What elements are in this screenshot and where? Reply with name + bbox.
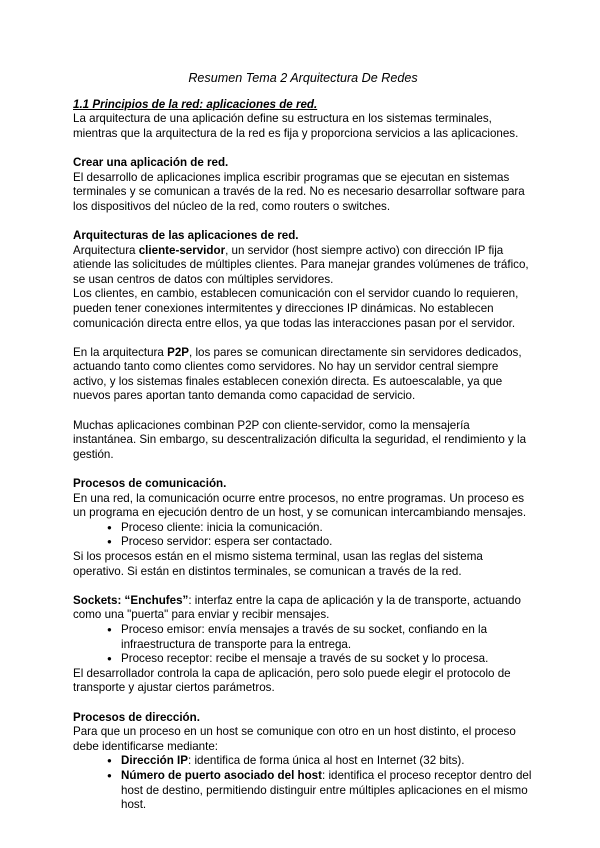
section-heading-crear-aplicacion: Crear una aplicación de red. (73, 155, 229, 169)
paragraph (73, 244, 533, 288)
paragraph (73, 346, 533, 404)
text-run: En la arquitectura (73, 345, 168, 359)
paragraph: Para que un proceso en un host se comunique con otro en un host distinto, el proceso debe identificarse mediante: (73, 725, 516, 753)
text-run: : interfaz entre la capa de aplicación y la de transporte, actuando como una "puerta" para enviar y recibir mensajes. (73, 593, 521, 622)
bullet-list (73, 754, 533, 812)
bold-term-cliente-servidor: cliente-servidor (138, 243, 226, 257)
bold-term-p2p: P2P (167, 345, 190, 359)
bold-term-direccion-ip: Dirección IP (121, 754, 189, 768)
section-heading-procesos-direccion: Procesos de dirección. (73, 710, 200, 724)
list-item: ● Proceso emisor: envía mensajes a través de su socket, confiando en la infraestructura de transporte para la entrega. (107, 623, 533, 652)
paragraph: Los clientes, en cambio, establecen comunicación con el servidor cuando lo requieren, pueden tener conexiones intermitentes y direcciones IP dinámicas. No establecen comunicación directa entre ellos, ya que todas las interacciones pasan por el servidor. (73, 287, 519, 330)
section-heading-sockets: Sockets: “Enchufes” (73, 593, 189, 607)
list-item (107, 769, 533, 813)
text-run: : identifica de forma única al host en Internet (32 bits). (188, 754, 465, 768)
bold-term-numero-puerto: Número de puerto asociado del host (121, 768, 322, 782)
bullet-list (73, 623, 533, 667)
paragraph: Muchas aplicaciones combinan P2P con cliente-servidor, como la mensajería instantánea. Sin embargo, su descentralización dificulta la seguridad, el rendimiento y la gestión. (73, 418, 527, 461)
text-run: : identifica el proceso receptor dentro del host de destino, permitiendo distinguir entre múltiples aplicaciones en el mismo host. (121, 768, 532, 812)
document-title: Resumen Tema 2 Arquitectura De Redes (188, 71, 418, 85)
section-heading-principios: 1.1 Principios de la red: aplicaciones de red. (73, 97, 318, 111)
paragraph (73, 594, 533, 623)
paragraph: El desarrollador controla la capa de aplicación, pero solo puede elegir el protocolo de transporte y ajustar ciertos parámetros. (73, 666, 511, 695)
document-page (73, 71, 533, 813)
list-item: ● Proceso servidor: espera ser contactado. (107, 535, 533, 550)
list-item (107, 754, 533, 769)
text-run: , un servidor (host siempre activo) con dirección IP fija atiende las solicitudes de múltiples clientes. Para manejar grandes volúmenes de tráfico, se usan centros de datos con múltiples servidores. (73, 243, 529, 286)
bullet-list (73, 521, 533, 550)
section-heading-arquitecturas: Arquitecturas de las aplicaciones de red. (73, 228, 299, 242)
paragraph: La arquitectura de una aplicación define su estructura en los sistemas terminales, mientras que la arquitectura de la red es fija y proporciona servicios a las aplicaciones. (73, 112, 519, 140)
text-run: Arquitectura (73, 243, 139, 257)
list-item: ● Proceso cliente: inicia la comunicación. (107, 521, 533, 536)
list-item: ● Proceso receptor: recibe el mensaje a través de su socket y lo procesa. (107, 652, 533, 667)
paragraph: El desarrollo de aplicaciones implica escribir programas que se ejecutan en sistemas terminales y se comunican a través de la red. No es necesario desarrollar software para los dispositivos del núcleo de la red, como routers o switches. (73, 170, 525, 213)
section-heading-procesos-comunicacion: Procesos de comunicación. (73, 477, 227, 491)
paragraph: En una red, la comunicación ocurre entre procesos, no entre programas. Un proceso es un programa en ejecución dentro de un host, y se comunican intercambiando mensajes. (73, 491, 527, 520)
text-run: , los pares se comunican directamente sin servidores dedicados, actuando tanto como clientes como servidores. No hay un servidor central siempre activo, y los sistemas finales establecen conexión directa. Es autoescalable, ya que nuevos pares aportan tanto demanda como capacidad de servicio. (73, 345, 522, 403)
paragraph: Si los procesos están en el mismo sistema terminal, usan las reglas del sistema operativo. Si están en distintos terminales, se comunican a través de la red. (73, 550, 483, 578)
